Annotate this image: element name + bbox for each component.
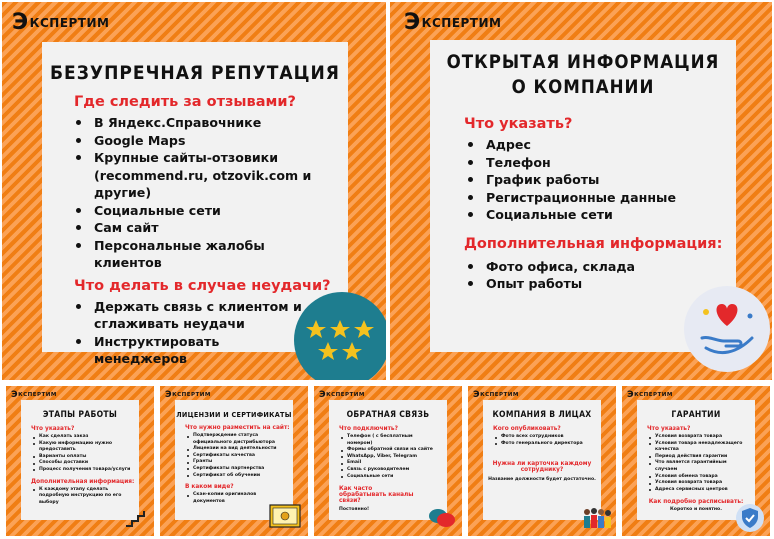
card-title: ГАРАНТИИ	[671, 410, 721, 420]
list-item: Социальные сети	[339, 474, 439, 481]
question-2: Дополнительная информация:	[464, 235, 723, 252]
brand-logo: Э КСПЕРТИМ	[165, 390, 211, 400]
answer-text: Название должности будет достаточно.	[488, 477, 596, 483]
list-1	[76, 114, 316, 272]
list-item: Регистрационные данные	[468, 189, 708, 207]
answer-text: Коротко и понятно.	[670, 507, 722, 513]
brand-logo: Э КСПЕРТИМ	[319, 390, 365, 400]
list-item: Варианты оплаты	[31, 454, 131, 461]
list-item: Какую информацию нужно предоставить	[31, 441, 131, 454]
question-2: Дополнительная информация:	[31, 478, 135, 485]
card-title: ЭТАПЫ РАБОТЫ	[42, 410, 118, 420]
list-item: Email	[339, 460, 439, 467]
list-1	[647, 434, 747, 493]
list-item: Крупные сайты-отзовики (recommend.ru, otzovik.com и другие)	[76, 149, 316, 202]
card-open-info	[390, 2, 772, 380]
team-icon	[582, 506, 612, 530]
list-1	[468, 136, 708, 224]
list-item: Фото всех сотрудников	[493, 434, 593, 441]
list-item: Держать связь с клиентом и сглаживать неудачи	[76, 298, 306, 333]
card-licenses	[160, 386, 308, 536]
content-panel	[483, 400, 601, 520]
card-team	[468, 386, 616, 536]
list-item: Инструктировать менеджеров	[76, 333, 306, 368]
steps-icon	[124, 508, 148, 528]
card-guarantees	[622, 386, 770, 536]
list-item: Гранты	[185, 459, 285, 466]
list-item: Google Maps	[76, 132, 316, 150]
brand-logo: Э КСПЕРТИМ	[473, 390, 519, 400]
list-1	[493, 434, 593, 447]
card-reputation	[2, 2, 386, 380]
list-item: Социальные сети	[76, 202, 316, 220]
list-item: Сам сайт	[76, 219, 316, 237]
question-1: Что указать?	[31, 426, 75, 432]
certificate-icon	[268, 502, 302, 530]
list-item: Телефон ( с бесплатным номером)	[339, 434, 439, 447]
list-item: Условия возврата товара	[647, 480, 747, 487]
list-item: Социальные сети	[468, 206, 708, 224]
list-item: Фото генерального директора	[493, 441, 593, 448]
question-2: Что делать в случае неудачи?	[74, 277, 331, 294]
list-item: Условия обмена товара	[647, 474, 747, 481]
list-item: Формы обратной связи на сайте	[339, 447, 439, 454]
list-item: Период действия гарантии	[647, 454, 747, 461]
question-1: Что указать?	[464, 116, 573, 132]
list-item: Сертификаты качества	[185, 453, 285, 460]
list-item: Адрес	[468, 136, 708, 154]
card-feedback	[314, 386, 462, 536]
list-item: Что является гарантийным случаем	[647, 460, 747, 473]
question-1: Что указать?	[647, 426, 691, 432]
card-work-stages	[6, 386, 154, 536]
card-title-line2: О КОМПАНИИ	[511, 77, 655, 98]
heart-hand-icon	[684, 286, 770, 372]
list-item: График работы	[468, 171, 708, 189]
brand-logo: Э КСПЕРТИМ	[627, 390, 673, 400]
chat-bubbles-icon	[428, 506, 456, 530]
list-2	[31, 487, 127, 507]
list-item: Способы доставки	[31, 460, 131, 467]
list-item: WhatsApp, Viber, Telegram	[339, 454, 439, 461]
question-2: В каком виде?	[185, 484, 234, 491]
card-title: КОМПАНИЯ В ЛИЦАХ	[492, 410, 592, 420]
list-item: Скан-копии оригиналов документов	[185, 492, 285, 505]
list-item: Лицензии на вид деятельности	[185, 446, 285, 453]
list-1	[339, 434, 439, 480]
question-2: Как подробно расписывать:	[648, 499, 744, 506]
stars-icon	[294, 292, 386, 380]
shield-check-icon	[736, 504, 764, 532]
list-item: Опыт работы	[468, 275, 708, 293]
card-title: ОБРАТНАЯ СВЯЗЬ	[346, 410, 430, 420]
list-item: Подтверждение статуса официального дистрибьютора	[185, 433, 285, 446]
list-item: Связь с руководителем	[339, 467, 439, 474]
content-panel	[21, 400, 139, 520]
question-2: Как часто обрабатывать каналы связи?	[339, 486, 414, 505]
list-2	[468, 258, 708, 293]
list-item: Условия возврата товара	[647, 434, 747, 441]
question-1: Где следить за отзывами?	[74, 94, 296, 110]
card-title: БЕЗУПРЕЧНАЯ РЕПУТАЦИЯ	[50, 62, 340, 84]
question-1: Кого опубликовать?	[493, 426, 561, 432]
list-item: Телефон	[468, 154, 708, 172]
question-1: Что нужно разместить на сайт:	[185, 425, 290, 431]
question-1: Что подключить?	[339, 426, 398, 432]
card-title-line1: ОТКРЫТАЯ ИНФОРМАЦИЯ	[446, 52, 720, 73]
list-item: Персональные жалобы клиентов	[76, 237, 316, 272]
answer-text: Постоянно!	[339, 507, 370, 513]
list-item: Условия товара ненадлежащего качества	[647, 441, 747, 454]
list-2	[76, 298, 306, 368]
list-item: В Яндекс.Справочнике	[76, 114, 316, 132]
content-panel	[329, 400, 447, 520]
list-1	[31, 434, 131, 474]
list-item: Как сделать заказ	[31, 434, 131, 441]
brand-logo: Э КСПЕРТИМ	[404, 10, 502, 35]
list-item: Адреса сервисных центров	[647, 487, 747, 494]
list-item: Фото офиса, склада	[468, 258, 708, 276]
brand-logo: Э КСПЕРТИМ	[12, 10, 110, 35]
question-2: Нужна ли карточка каждому сотруднику?	[492, 461, 592, 474]
list-item: Сертификаты партнерства	[185, 466, 285, 473]
card-title: ЛИЦЕНЗИИ И СЕРТИФИКАТЫ	[176, 410, 292, 419]
list-1	[185, 433, 285, 479]
content-panel	[637, 400, 755, 520]
list-item: Процесс получения товара/услуги	[31, 467, 131, 474]
list-item: Сертификат об обучении	[185, 473, 285, 480]
list-item: К каждому этапу сделать подробную инструкцию по его выбору	[31, 487, 127, 507]
brand-logo: Э КСПЕРТИМ	[11, 390, 57, 400]
